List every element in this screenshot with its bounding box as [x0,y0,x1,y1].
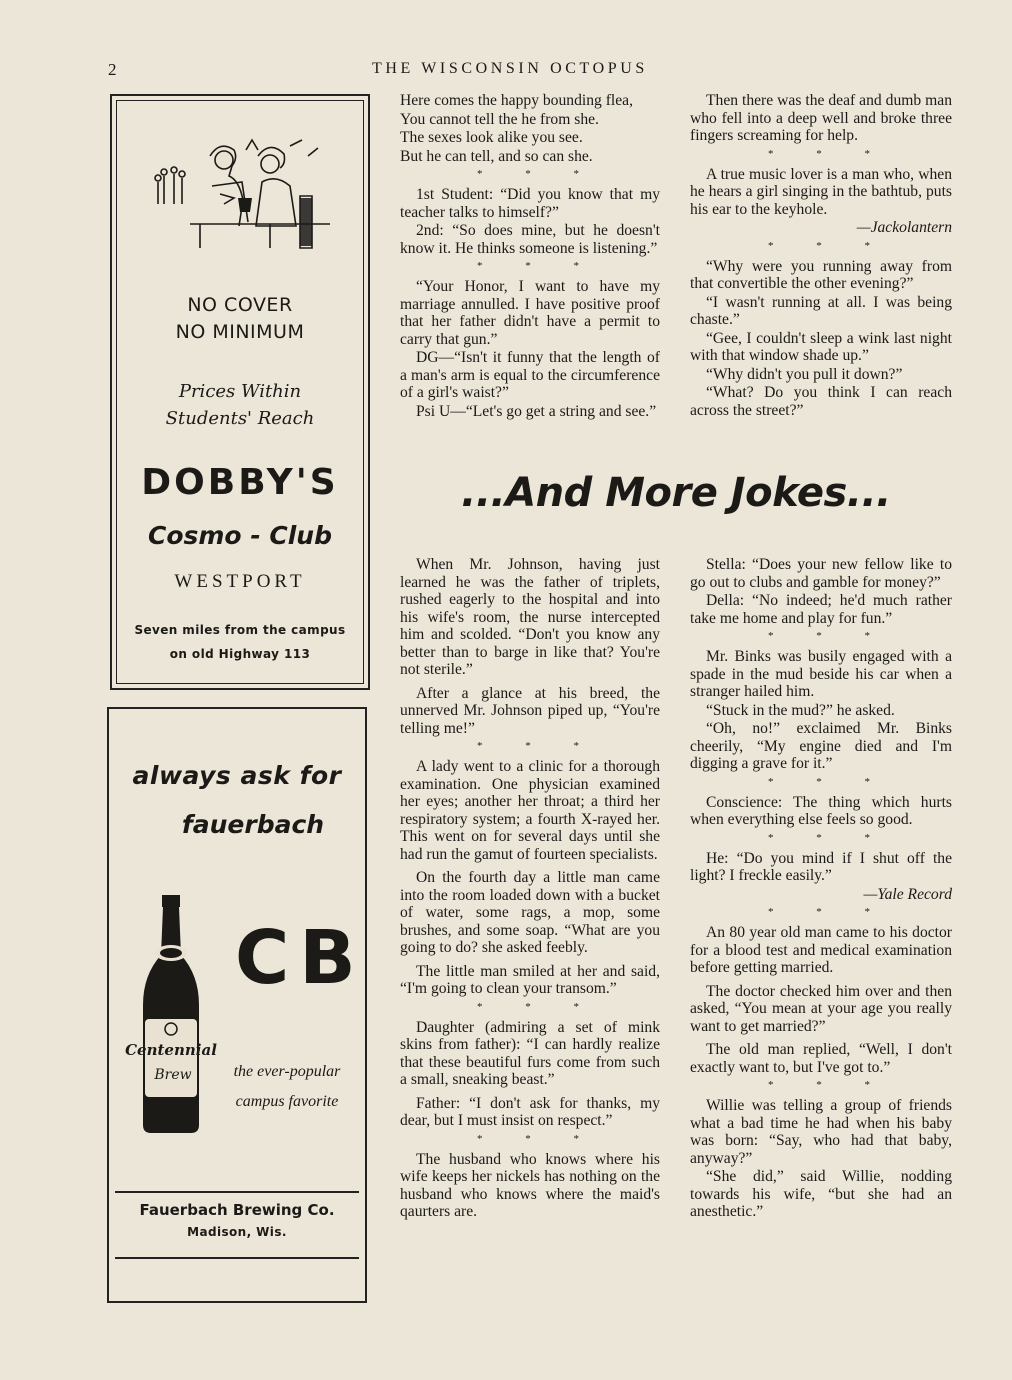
verse-line: But he can tell, and so can she. [400,147,593,165]
fauerbach-brand: fauerbach [181,810,325,839]
joke-paragraph: Stella: “Does your new fellow like to go out to clubs and gamble for money?” [690,556,952,591]
joke-paragraph: After a glance at his breed, the unnerved Mr. Johnson piped up, “You're telling me!” [400,684,660,737]
cb-logo: CB [235,915,366,1001]
joke-separator: * * * [768,147,890,160]
divider-rule [115,1191,359,1193]
joke-paragraph: “I wasn't running at all. I was being chaste.” [690,293,952,328]
joke-separator: * * * [477,740,599,752]
verse-line: Here comes the happy bounding flea, [400,92,633,109]
joke-paragraph: A lady went to a clinic for a thorough examination. One physician examined her eyes; another her throat; a third her respiratory system; a fourth X-rayed her. This went on for several days until she had run the gamut of fourteen specialists. [400,758,660,863]
joke-paragraph: Then there was the deaf and dumb man who fell into a deep well and broke three fingers screaming for help. [690,92,952,144]
jokes-column-1 [400,92,660,420]
joke-separator: * * * [768,630,890,642]
joke-paragraph: “She did,” said Willie, nodding towards his wife, “but she had an anesthetic.” [690,1168,952,1220]
joke-paragraph: The doctor checked him over and then asked, “You mean at your age you really want to get married?” [690,982,952,1035]
dobbys-name: DOBBY'S [141,462,339,503]
company-name: Fauerbach Brewing Co. [139,1201,335,1219]
dobbys-ad [110,94,370,690]
joke-separator: * * * [768,1079,890,1091]
joke-paragraph: “Gee, I couldn't sleep a wink last night with that window shade up.” [690,329,952,364]
prices-text [112,378,368,432]
joke-separator: * * * [477,1132,599,1145]
location-line-1: Seven miles from the campus [134,623,346,637]
jokes-column-3 [400,556,660,1221]
joke-separator: * * * [477,1000,599,1013]
tagline [217,1057,357,1117]
joke-paragraph: “Your Honor, I want to have my marriage annulled. I have positive proof that her father didn't have a permit to carry that gun.” [400,278,660,348]
joke-paragraph: “Why didn't you pull it down?” [706,365,903,383]
joke-paragraph: A true music lover is a man who, when he hears a girl singing in the bathtub, puts his ear to the keyhole. [690,165,952,218]
joke-paragraph: “What? Do you think I can reach across the street?” [690,384,952,419]
nightclub-illustration [150,136,330,256]
joke-paragraph: Daughter (admiring a set of mink skins from father): “I can hardly realize that these beautiful furs come from such a small, sneaking beast.” [400,1018,660,1088]
joke-paragraph: “Why were you running away from that convertible the other evening?” [690,257,952,292]
joke-paragraph: An 80 year old man came to his doctor for a blood test and medical examination before getting married. [690,924,952,976]
joke-paragraph: The old man replied, “Well, I don't exactly want to, but I've got to.” [690,1041,952,1076]
attribution: —Jackolantern [856,219,952,236]
verse-line: You cannot tell the he from she. [400,110,599,128]
prices-line-2: Students' Reach [165,408,315,429]
cosmo-club-name: Cosmo - Club [147,521,333,550]
joke-paragraph: 1st Student: “Did you know that my teacher talks to himself?” [400,186,660,221]
joke-separator: * * * [477,168,599,180]
joke-paragraph: Conscience: The thing which hurts when everything else feels so good. [690,793,952,828]
bottle-label-brew: Brew [154,1067,192,1083]
jokes-column-4 [690,556,952,1221]
tagline-line-1: the ever-popular [233,1063,341,1080]
running-head: THE WISCONSIN OCTOPUS [372,60,648,77]
no-cover-text [112,292,368,346]
company-city: Madison, Wis. [187,1225,287,1239]
joke-paragraph: The little man smiled at her and said, “I'm going to clean your transom.” [400,962,660,997]
section-headline: ...And More Jokes... [461,470,891,516]
joke-separator: * * * [477,260,599,272]
attribution: —Yale Record [863,885,952,903]
joke-separator: * * * [768,831,890,844]
joke-paragraph: Mr. Binks was busily engaged with a spade in the mud beside his car when a stranger hailed him. [690,648,952,700]
divider-rule [115,1257,359,1259]
westport-text: WESTPORT [174,571,306,592]
joke-paragraph: The husband who knows where his wife keeps her nickels has nothing on the husband who knows where the maid's qaurters are. [400,1150,660,1220]
verse-line: The sexes look alike you see. [400,129,583,146]
joke-paragraph: Father: “I don't ask for thanks, my dear, but I must insist on respect.” [400,1094,660,1129]
joke-paragraph: “Oh, no!” exclaimed Mr. Binks cheerily, “My engine died and I'm digging a grave for it.” [690,720,952,772]
beer-bottle-icon [125,895,217,1135]
joke-paragraph: 2nd: “So does mine, but he doesn't know it. He thinks someone is listening.” [400,222,660,257]
joke-paragraph: On the fourth day a little man came into the room loaded down with a bucket of water, some rags, a mop, some brushes, and some soap. “What are you going to do? she asked feebly. [400,869,660,956]
joke-paragraph: DG—“Isn't it funny that the length of a man's arm is equal to the circumference of a girl's waist?” [400,349,660,401]
joke-paragraph: He: “Do you mind if I shut off the light? I freckle easily.” [690,849,952,884]
page-number: 2 [108,60,117,79]
no-cover-line: NO COVER [187,294,293,316]
joke-paragraph: Della: “No indeed; he'd much rather take me home and play for fun.” [690,592,952,627]
no-minimum-line: NO MINIMUM [175,321,305,343]
always-ask-text: always ask for [132,761,342,790]
tagline-line-2: campus favorite [235,1093,339,1110]
fauerbach-ad [107,707,367,1303]
location-text [112,618,368,666]
joke-paragraph: Psi U—“Let's go get a string and see.” [416,402,657,420]
joke-paragraph: When Mr. Johnson, having just learned he was the father of triplets, rushed eagerly to the hospital and into his wife's room, the nurse intercepted him and scolded. “Don't you know any better than to barge in like that? You're not sterile.” [400,556,660,678]
jokes-column-2 [690,92,952,419]
joke-paragraph: Willie was telling a group of friends what a bad time he had when his baby was born: “Say, who had that baby, anyway?” [690,1097,952,1167]
joke-separator: * * * [768,239,890,252]
bottle-label-text: Centennial [125,1041,217,1059]
joke-paragraph: “Stuck in the mud?” he asked. [706,701,895,719]
joke-separator: * * * [768,906,890,918]
prices-line-1: Prices Within [178,381,302,402]
joke-separator: * * * [768,775,890,788]
location-line-2: on old Highway 113 [169,647,311,661]
